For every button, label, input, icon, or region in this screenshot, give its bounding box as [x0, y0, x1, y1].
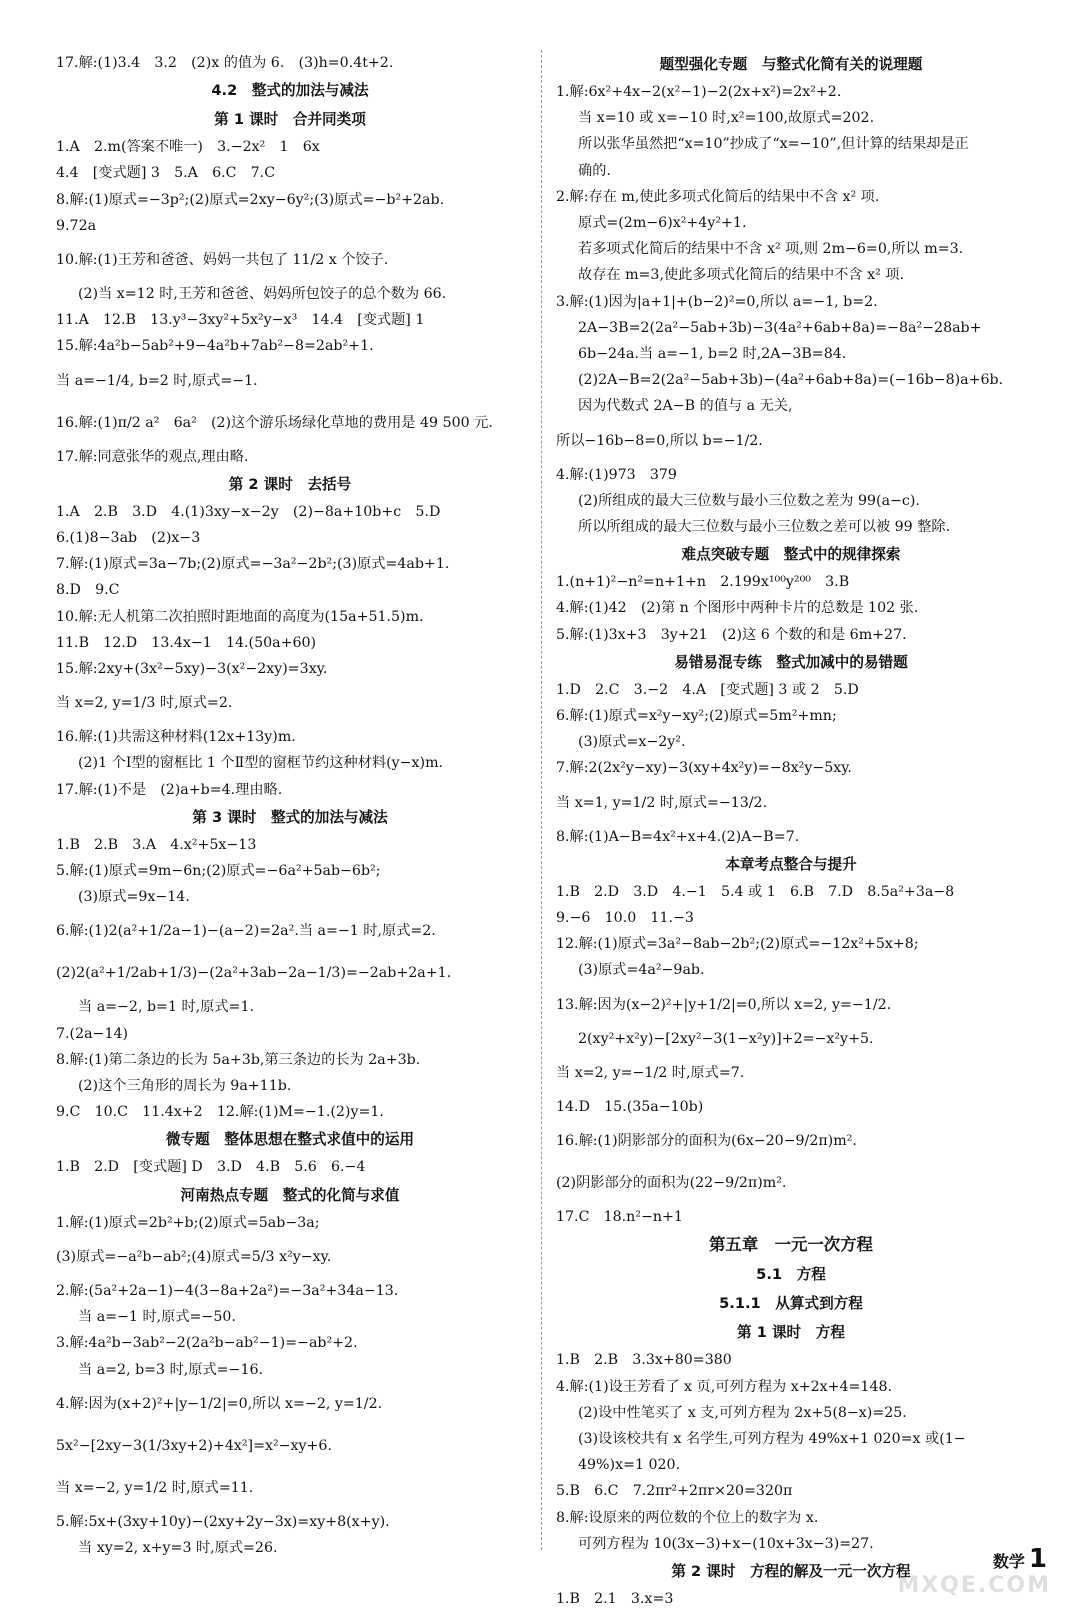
answer-line: 当 x=1, y=1/2 时,原式=−13/2. — [556, 794, 768, 811]
answer-line: 9.72a — [56, 217, 97, 234]
answer-line: 1.A 2.B 3.D 4.(1)3xy−x−2y (2)−8a+10b+c 5.D — [56, 503, 441, 520]
answer-line: 8.解:(1)原式=−3p²;(2)原式=2xy−6y²;(3)原式=−b²+2ab. — [56, 191, 445, 208]
answer-line: 16.解:(1)π/2 a² 6a² (2)这个游乐场绿化草地的费用是 49 500 元. — [56, 414, 493, 431]
answer-line: 2(xy²+x²y)−[2xy²−3(1−x²y)]+2=−x²y+5. — [578, 1030, 874, 1047]
answer-line: 1.B 2.B 3.A 4.x²+5x−13 — [56, 836, 257, 853]
section-heading: 河南热点专题 整式的化简与求值 — [180, 1186, 400, 1204]
section-heading: 第 2 课时 去括号 — [228, 475, 352, 493]
answer-line: 6.解:(1)原式=x²y−xy²;(2)原式=5m²+mn; — [556, 708, 837, 725]
answer-line: (3)原式=x−2y². — [578, 734, 686, 751]
answer-line: 当 x=−2, y=1/2 时,原式=11. — [56, 1479, 254, 1496]
answer-line: 17.C 18.n²−n+1 — [556, 1209, 683, 1226]
answer-line: 9.C 10.C 11.4x+2 12.解:(1)M=−1.(2)y=1. — [56, 1104, 384, 1121]
answer-line: 6.(1)8−3ab (2)x−3 — [56, 530, 201, 547]
answer-line: 故存在 m=3,使此多项式化简后的结果中不含 x² 项. — [578, 267, 904, 284]
answer-line: (2)1 个Ⅰ型的窗框比 1 个Ⅱ型的窗框节约这种材料(y−x)m. — [78, 755, 444, 772]
section-heading: 第 3 课时 整式的加法与减法 — [192, 808, 388, 826]
answer-line: 所以−16b−8=0,所以 b=−1/2. — [556, 432, 763, 449]
answer-line: 16.解:(1)共需这种材料(12x+13y)m. — [56, 729, 296, 746]
answer-line: 3.解:(1)因为|a+1|+(b−2)²=0,所以 a=−1, b=2. — [556, 293, 878, 310]
answer-line: (2)2(a²+1/2ab+1/3)−(2a²+3ab−2a−1/3)=−2ab+2a+1. — [56, 965, 452, 982]
answer-line: 10.解:(1)王芳和爸爸、妈妈一共包了 11/2 x 个饺子. — [56, 252, 389, 269]
answer-line: 原式=(2m−6)x²+4y²+1. — [578, 215, 747, 232]
answer-line: 15.解:4a²b−5ab²+9−4a²b+7ab²−8=2ab²+1. — [56, 338, 374, 355]
answer-line: 1.D 2.C 3.−2 4.A [变式题] 3 或 2 5.D — [556, 681, 859, 698]
answer-line: 1.B 2.D [变式题] D 3.D 4.B 5.6 6.−4 — [56, 1159, 366, 1176]
answer-line: 13.解:因为(x−2)²+|y+1/2|=0,所以 x=2, y=−1/2. — [556, 996, 892, 1013]
answer-line: 17.解:同意张华的观点,理由略. — [56, 448, 249, 465]
section-heading: 4.2 整式的加法与减法 — [211, 82, 369, 100]
answer-line: 8.解:(1)第二条边的长为 5a+3b,第三条边的长为 2a+3b. — [56, 1051, 421, 1068]
answer-line: 11.A 12.B 13.y³−3xy²+5x²y−x³ 14.4 [变式题] 1 — [56, 312, 425, 329]
answer-line: 5.解:(1)3x+3 3y+21 (2)这 6 个数的和是 6m+27. — [556, 626, 907, 643]
answer-line: 16.解:(1)阴影部分的面积为(6x−20−9/2π)m². — [556, 1133, 857, 1150]
answer-line: 若多项式化简后的结果中不含 x² 项,则 2m−6=0,所以 m=3. — [578, 241, 964, 258]
section-heading: 第五章 一元一次方程 — [709, 1235, 873, 1255]
answer-line: 当 a=2, b=3 时,原式=−16. — [78, 1361, 264, 1378]
answer-line: 4.解:(1)设王芳看了 x 页,可列方程为 x+2x+4=148. — [556, 1378, 893, 1395]
answer-line: 1.A 2.m(答案不唯一) 3.−2x² 1 6x — [56, 139, 320, 156]
answer-line: 1.解:6x²+4x−2(x²−1)−2(2x+x²)=2x²+2. — [556, 84, 842, 100]
answer-line: 6b−24a.当 a=−1, b=2 时,2A−3B=84. — [578, 346, 847, 363]
answer-line: 5.解:(1)原式=9m−6n;(2)原式=−6a²+5ab−6b²; — [56, 863, 381, 880]
answer-line: 15.解:2xy+(3x²−5xy)−3(x²−2xy)=3xy. — [56, 661, 328, 678]
answer-line: (2)设中性笔买了 x 支,可列方程为 2x+5(8−x)=25. — [578, 1404, 907, 1421]
section-heading: 题型强化专题 与整式化简有关的说理题 — [659, 56, 923, 73]
right-column — [556, 50, 1026, 1612]
answer-line: 当 a=−1/4, b=2 时,原式=−1. — [56, 372, 258, 389]
section-heading: 本章考点整合与提升 — [725, 855, 857, 873]
page-footer — [993, 1544, 1047, 1574]
answer-line: 当 xy=2, x+y=3 时,原式=26. — [78, 1539, 278, 1556]
section-heading: 难点突破专题 整式中的规律探索 — [681, 546, 901, 564]
answer-line: 8.D 9.C — [56, 582, 120, 599]
answer-line: 当 a=−1 时,原式=−50. — [78, 1309, 236, 1326]
answer-line: 5.解:5x+(3xy+10y)−(2xy+2y−3x)=xy+8(x+y). — [56, 1513, 390, 1530]
section-heading: 易错易混专练 整式加减中的易错题 — [674, 653, 908, 671]
section-heading: 第 1 课时 方程 — [737, 1324, 845, 1342]
left-column — [56, 50, 524, 1561]
answer-line: 确的. — [578, 162, 611, 179]
answer-line: 17.解:(1)3.4 3.2 (2)x 的值为 6. (3)h=0.4t+2. — [56, 55, 394, 71]
answer-line: 5x²−[2xy−3(1/3xy+2)+4x²]=x²−xy+6. — [56, 1437, 332, 1454]
answer-line: (3)原式=9x−14. — [78, 889, 190, 906]
answer-line: 7.解:(1)原式=3a−7b;(2)原式=−3a²−2b²;(3)原式=4ab+1. — [56, 556, 450, 573]
answer-line: 49%)x=1 020. — [578, 1457, 681, 1474]
footer-subject: 数学 — [992, 1552, 1025, 1571]
answer-line: 当 x=2, y=−1/2 时,原式=7. — [556, 1064, 745, 1081]
section-heading: 微专题 整体思想在整式求值中的运用 — [165, 1131, 415, 1149]
answer-line: 当 x=2, y=1/3 时,原式=2. — [56, 695, 233, 712]
answer-line: 17.解:(1)不是 (2)a+b=4.理由略. — [56, 781, 283, 798]
answer-line: 11.B 12.D 13.4x−1 14.(50a+60) — [56, 634, 317, 651]
answer-line: 4.4 [变式题] 3 5.A 6.C 7.C — [56, 165, 276, 182]
answer-line: 12.解:(1)原式=3a²−8ab−2b²;(2)原式=−12x²+5x+8; — [556, 936, 919, 953]
watermark-logo: MXQE.COM — [897, 1573, 1051, 1598]
answer-line: 10.解:无人机第二次拍照时距地面的高度为(15a+51.5)m. — [56, 608, 424, 625]
answer-line: 当 a=−2, b=1 时,原式=1. — [78, 999, 254, 1016]
answer-line: 1.B 2.D 3.D 4.−1 5.4 或 1 6.B 7.D 8.5a²+3a−8 — [556, 883, 955, 900]
answer-line: 2.解:存在 m,使此多项式化简后的结果中不含 x² 项. — [556, 188, 880, 205]
answer-line: 所以张华虽然把“x=10”抄成了“x=−10”,但计算的结果却是正 — [578, 136, 969, 153]
answer-line: 14.D 15.(35a−10b) — [556, 1098, 704, 1115]
answer-line: 9.−6 10.0 11.−3 — [556, 910, 694, 927]
answer-line: 1.B 2.1 3.x=3 — [556, 1590, 674, 1607]
column-divider — [541, 50, 542, 1550]
answer-line: (3)原式=−a²b−ab²;(4)原式=5/3 x²y−xy. — [56, 1248, 332, 1265]
section-heading: 5.1.1 从算式到方程 — [719, 1295, 863, 1313]
answer-line: (2)这个三角形的周长为 9a+11b. — [78, 1078, 292, 1095]
answer-line: 6.解:(1)2(a²+1/2a−1)−(a−2)=2a².当 a=−1 时,原式=2. — [56, 923, 436, 940]
answer-line: 3.解:4a²b−3ab²−2(2a²b−ab²−1)=−ab²+2. — [56, 1335, 358, 1352]
answer-line: 1.解:(1)原式=2b²+b;(2)原式=5ab−3a; — [56, 1214, 320, 1231]
answer-line: 4.解:因为(x+2)²+|y−1/2|=0,所以 x=−2, y=1/2. — [56, 1395, 383, 1412]
answer-line: (2)所组成的最大三位数与最小三位数之差为 99(a−c). — [578, 492, 920, 509]
answer-line: (2)2A−B=2(2a²−5ab+3b)−(4a²+6ab+8a)=(−16b−8)a+6b. — [578, 372, 1004, 389]
answer-line: 1.B 2.B 3.3x+80=380 — [556, 1352, 732, 1369]
answer-line: 可列方程为 10(3x−3)+x−(10x+3x−3)=27. — [578, 1535, 874, 1552]
section-heading: 第 2 课时 方程的解及一元一次方程 — [671, 1562, 911, 1580]
answer-line: (3)原式=4a²−9ab. — [578, 962, 705, 979]
answer-line: (2)当 x=12 时,王芳和爸爸、妈妈所包饺子的总个数为 66. — [78, 286, 447, 303]
answer-line: 7.(2a−14) — [56, 1025, 129, 1042]
section-heading: 第 1 课时 合并同类项 — [214, 111, 366, 129]
answer-line: 4.解:(1)973 379 — [556, 466, 677, 483]
answer-line: (3)设该校共有 x 名学生,可列方程为 49%x+1 020=x 或(1− — [578, 1430, 966, 1447]
answer-line: 7.解:2(2x²y−xy)−3(xy+4x²y)=−8x²y−5xy. — [556, 760, 852, 777]
answer-line: 1.(n+1)²−n²=n+1+n 2.199x¹⁰⁰y²⁰⁰ 3.B — [556, 574, 850, 591]
answer-line: 因为代数式 2A−B 的值与 a 无关, — [578, 398, 793, 415]
answer-line: 5.B 6.C 7.2πr²+2πr×20=320π — [556, 1483, 793, 1500]
answer-line: 8.解:设原来的两位数的个位上的数字为 x. — [556, 1509, 819, 1526]
page-number: 1 — [1028, 1544, 1047, 1574]
answer-line: 8.解:(1)A−B=4x²+x+4.(2)A−B=7. — [556, 828, 800, 845]
answer-line: 2A−3B=2(2a²−5ab+3b)−3(4a²+6ab+8a)=−8a²−28ab+ — [578, 319, 982, 336]
answer-line: 所以所组成的最大三位数与最小三位数之差可以被 99 整除. — [578, 519, 951, 536]
answer-line: (2)阴影部分的面积为(22−9/2π)m². — [556, 1175, 787, 1192]
answer-line: 2.解:(5a²+2a−1)−4(3−8a+2a²)=−3a²+34a−13. — [56, 1282, 399, 1299]
answer-line: 当 x=10 或 x=−10 时,x²=100,故原式=202. — [578, 110, 875, 127]
answer-line: 4.解:(1)42 (2)第 n 个图形中两种卡片的总数是 102 张. — [556, 600, 919, 617]
section-heading: 5.1 方程 — [756, 1266, 826, 1284]
